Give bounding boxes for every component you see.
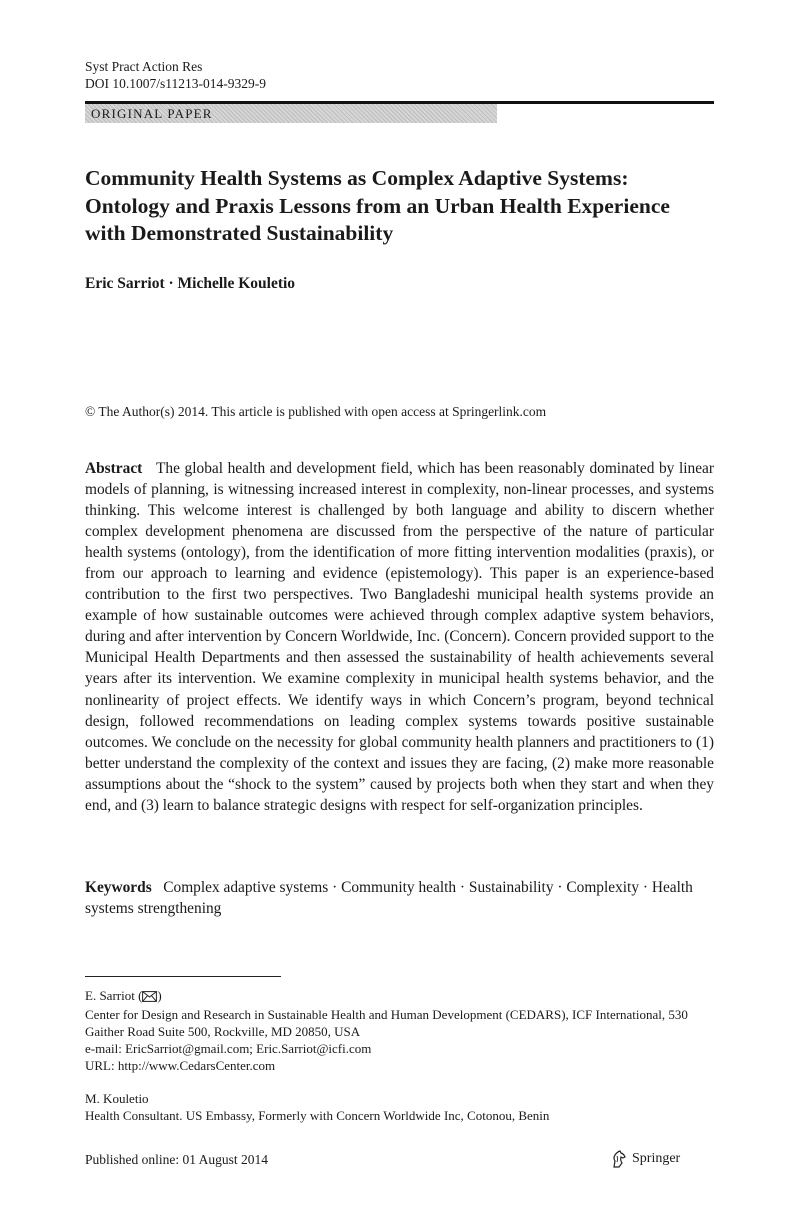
author-2-name: M. Kouletio	[85, 1091, 149, 1106]
journal-header	[85, 58, 266, 92]
envelope-icon[interactable]	[142, 989, 157, 1006]
doi: DOI 10.1007/s11213-014-9329-9	[85, 76, 266, 91]
springer-horse-icon	[611, 1150, 627, 1168]
author-2-affiliation: Health Consultant. US Embassy, Formerly with Concern Worldwide Inc, Cotonou, Benin	[85, 1108, 550, 1123]
footnote-author-1	[85, 987, 714, 1074]
authors: Eric Sarriot · Michelle Kouletio	[85, 275, 296, 292]
journal-name: Syst Pract Action Res	[85, 59, 203, 74]
author-1-url[interactable]: URL: http://www.CedarsCenter.com	[85, 1058, 276, 1073]
abstract	[85, 458, 714, 816]
author-1-name: E. Sarriot (	[85, 988, 143, 1003]
author-1-name-line	[85, 987, 714, 1006]
section-tag: ORIGINAL PAPER	[85, 104, 497, 123]
footnote-rule	[85, 976, 281, 977]
keywords-text: Complex adaptive systems · Community health · Sustainability · Complexity · Health systems strengthening	[85, 879, 693, 917]
abstract-text: The global health and development field, which has been reasonably dominated by linear models of planning, is witnessing increased interest in complexity, non-linear processes, and systems thinking. This welcome interest is challenged by both language and ability to discern whether complex development phenomena are discussed from the perspective of the nature of particular health systems (ontology), from the identification of more fitting intervention modalities (praxis), or from our approach to learning and evidence (epistemology). This paper is an experience-based contribution to the first two perspectives. Two Bangladeshi municipal health systems provide an example of how sustainable outcomes were achieved through complex adaptive system behaviors, during and after intervention by Concern Worldwide, Inc. (Concern). Concern provided support to the Municipal Health Departments and then assessed the sustainability of health achievements several years after its intervention. We examine complexity in municipal health systems behavior, and the nonlinearity of project effects. We identify ways in which Concern’s program, beyond technical design, followed recommendations on leading complex systems towards positive sustainable outcomes. We conclude on the necessity for global community health planners and practitioners to (1) better understand the complexity of the context and issues they are facing, (2) make more reasonable assumptions about the “shock to the system” caused by projects both when they start and when they end, and (3) learn to balance strategic designs with respect for self-organization principles.	[85, 460, 714, 814]
abstract-label: Abstract	[85, 460, 143, 477]
publisher-name: Springer	[632, 1151, 681, 1166]
keywords	[85, 877, 714, 919]
article-title: Community Health Systems as Complex Adaptive Systems: Ontology and Praxis Lessons from an Urban Health Experience with Demonstrated Sustainability	[85, 166, 670, 245]
author-1-email[interactable]: e-mail: EricSarriot@gmail.com; Eric.Sarriot@icfi.com	[85, 1041, 372, 1056]
keywords-label: Keywords	[85, 879, 152, 896]
published-online: Published online: 01 August 2014	[85, 1152, 269, 1167]
footnote-author-2	[85, 1090, 714, 1124]
author-1-affiliation: Center for Design and Research in Sustainable Health and Human Development (CEDARS), ICF International, 530 Gaither Road Suite 500, Rockville, MD 20850, USA	[85, 1007, 688, 1039]
publisher-logo	[611, 1150, 680, 1168]
author-1-name-close: )	[157, 988, 162, 1003]
copyright-notice: © The Author(s) 2014. This article is published with open access at Springerlink.com	[85, 404, 547, 419]
